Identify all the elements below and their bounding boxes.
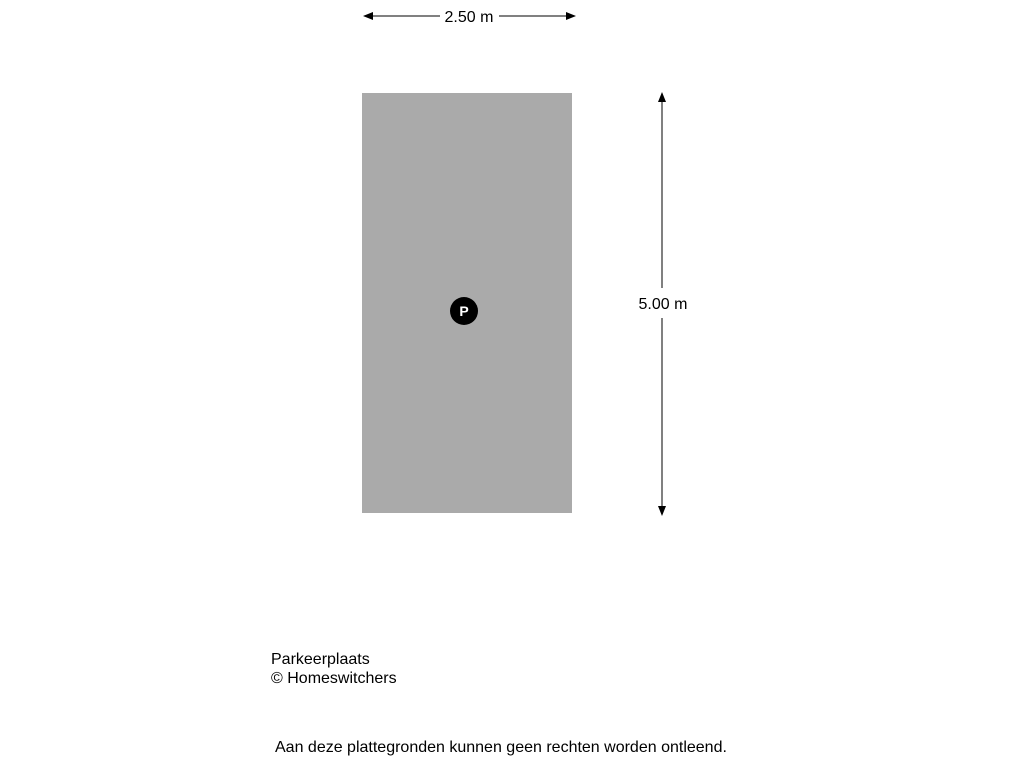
disclaimer-text: Aan deze plattegronden kunnen geen rechten worden ontleend. xyxy=(275,739,727,756)
caption-copyright: © Homeswitchers xyxy=(271,670,397,687)
parking-icon xyxy=(450,297,478,325)
length-dimension xyxy=(639,93,688,515)
width-dimension xyxy=(364,9,575,26)
length-dimension-label: 5.00 m xyxy=(638,296,688,313)
width-dimension-label: 2.50 m xyxy=(444,9,494,26)
plan-caption xyxy=(271,650,397,688)
caption-title: Parkeerplaats xyxy=(271,651,370,668)
parking-icon-letter: P xyxy=(459,303,469,319)
